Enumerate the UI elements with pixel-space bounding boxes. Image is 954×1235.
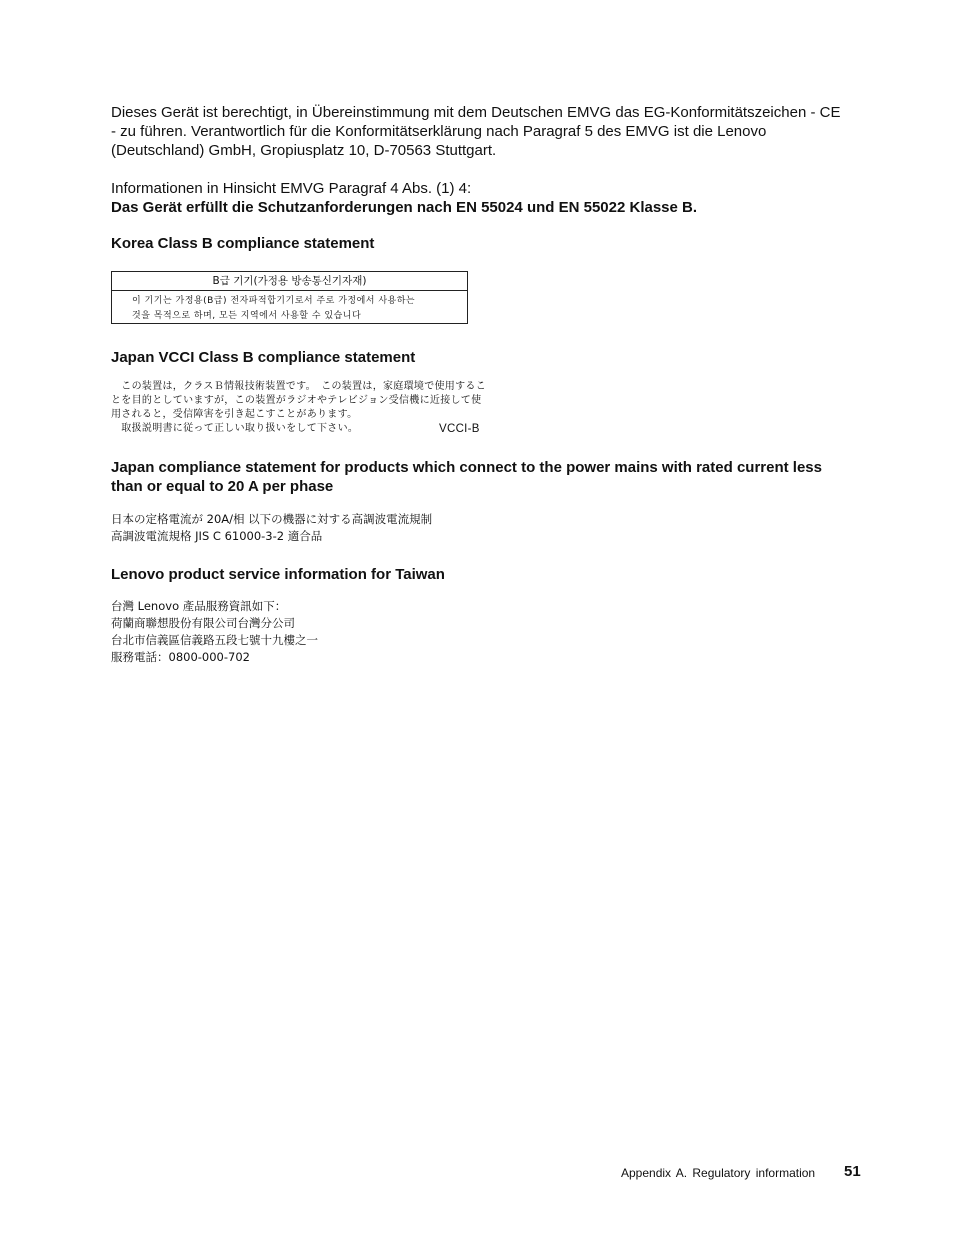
taiwan-line: 服務電話：0800-000-702 [111,650,250,664]
korea-statement-box [111,271,468,324]
emvg-info-line: Informationen in Hinsicht EMVG Paragraf 4 Abs. (1) 4: [111,180,472,197]
vcci-line: この装置は，クラスＢ情報技術装置です。 この装置は，家庭環境で使用するこ [111,381,486,392]
taiwan-line: 台北市信義區信義路五段七號十九樓之一 [111,633,318,647]
japan-power-statement [111,511,432,545]
japan-vcci-statement [111,380,486,436]
korea-heading: Korea Class B compliance statement [111,235,375,252]
emvg-info-bold: Das Gerät erfüllt die Schutzanforderungen nach EN 55024 und EN 55022 Klasse B. [111,199,698,216]
emvg-info-block [111,179,846,217]
japan-power-heading: Japan compliance statement for products which connect to the power mains with rated current less than or equal to 20 A per phase [111,459,822,495]
korea-box-title: B급 기기(가정용 방송통신기자재) [112,272,467,291]
korea-box-body [112,291,467,324]
german-emvg-paragraph: Dieses Gerät ist berechtigt, in Übereinstimmung mit dem Deutschen EMVG das EG-Konformitätszeichen - CE - zu führen. Verantwortlich für die Konformitätserklärung nach Paragraf 5 des EMVG ist die Lenovo (Deutschland) GmbH, Gropiusplatz 10, D-70563 Stuttgart. [111,104,841,159]
vcci-b-label: VCCI-B [439,423,480,435]
korea-box-line: 이 기기는 가정용(B급) 전자파적합기기로서 주로 가정에서 사용하는 [132,296,416,306]
korea-box-line: 것을 목적으로 하며, 모든 지역에서 사용할 수 있습니다 [132,311,362,321]
page-number: 51 [844,1163,861,1180]
taiwan-line: 荷蘭商聯想股份有限公司台灣分公司 [111,616,295,630]
vcci-last-row [111,422,483,436]
power-line: 日本の定格電流が 20A/相 以下の機器に対する高調波電流規制 [111,512,433,526]
vcci-line: とを目的としていますが，この装置がラジオやテレビジョン受信機に近接して使 [111,395,482,406]
power-line: 高調波電流規格 JIS C 61000-3-2 適合品 [111,529,323,543]
vcci-line: 用されると，受信障害を引き起こすことがあります。 [111,409,358,420]
footer-section-label: Appendix A. Regulatory information [621,1166,816,1180]
page-footer [621,1163,861,1183]
taiwan-heading: Lenovo product service information for Taiwan [111,566,445,583]
japan-vcci-heading: Japan VCCI Class B compliance statement [111,349,416,366]
vcci-line: 取扱説明書に従って正しい取り扱いをして下さい。 [111,423,359,434]
taiwan-service-info [111,598,318,666]
taiwan-line: 台灣 Lenovo 產品服務資訊如下： [111,599,287,613]
